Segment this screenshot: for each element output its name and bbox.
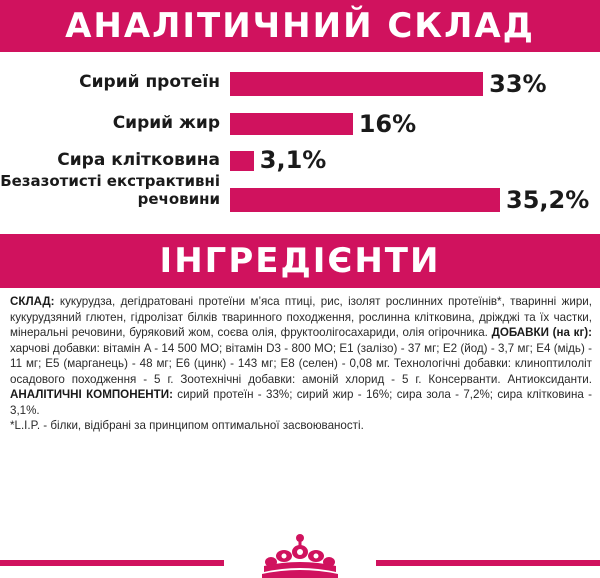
- row-label: Сирий жир: [112, 113, 220, 133]
- row-label: Безазотисті екстрактивні речовини: [0, 172, 220, 208]
- components-text: сирий протеїн - 33%; сирий жир - 16%; сира зола - 7,2%; сира клітковина - 3,1%.: [10, 388, 592, 417]
- bar-fat: [230, 113, 353, 135]
- ingredients-text: [10, 294, 592, 434]
- ingredients-title: ІНГРЕДІЄНТИ: [159, 241, 441, 281]
- bar-value: 35,2%: [506, 186, 590, 214]
- additives-text: харчові добавки: вітамін A - 14 500 МО; вітамін D3 - 800 МО; E1 (залізо) - 37 мг; E2 (йод) - 3,7 мг; E4 (мідь) - 11 мг; E5 (марганець) - 48 мг; E6 (цинк) - 143 мг; E8 (селен) - 0,08 мг. Технологічні добавки: клиноптилоліт осадового походження - 5 г. Зоотехнічні добавки: амоній хлорид - 5 г. Консерванти. Антиоксиданти.: [10, 341, 592, 386]
- bar-value: 16%: [358, 110, 417, 138]
- bar-value: 3,1%: [259, 146, 327, 174]
- components-label: АНАЛІТИЧНІ КОМПОНЕНТИ:: [10, 388, 173, 401]
- ingredients-banner: [0, 234, 600, 288]
- additives-label: ДОБАВКИ (на кг):: [491, 326, 592, 339]
- crown-logo-icon: [250, 532, 350, 578]
- footnote: *L.I.P. - білки, відібрані за принципом оптимальної засвоюваності.: [10, 419, 364, 432]
- bar-protein: [230, 72, 483, 96]
- footer-line-left: [0, 560, 224, 566]
- composition-text: кукурудза, дегідратовані протеїни м’яса птиці, рис, ізолят рослинних протеїнів*, тваринні жири, кукурудзяний глютен, гідролізат білків тваринного походження, рослинна клітковина, дріжджі та їх частки, мінеральні речовини, буряковий жом, соєва олія, фруктоолігосахариди, олія огірочника.: [10, 295, 592, 339]
- bar-value: 33%: [489, 70, 547, 98]
- analytics-title: АНАЛІТИЧНИЙ СКЛАД: [65, 6, 535, 46]
- row-label: Сира клітковина: [57, 150, 220, 170]
- analytics-banner: [0, 0, 600, 52]
- composition-label: СКЛАД:: [10, 295, 55, 308]
- footer-line-right: [376, 560, 600, 566]
- bar-fiber: [230, 151, 254, 171]
- bar-nfe: [230, 188, 500, 212]
- row-label: Сирий протеїн: [79, 72, 220, 92]
